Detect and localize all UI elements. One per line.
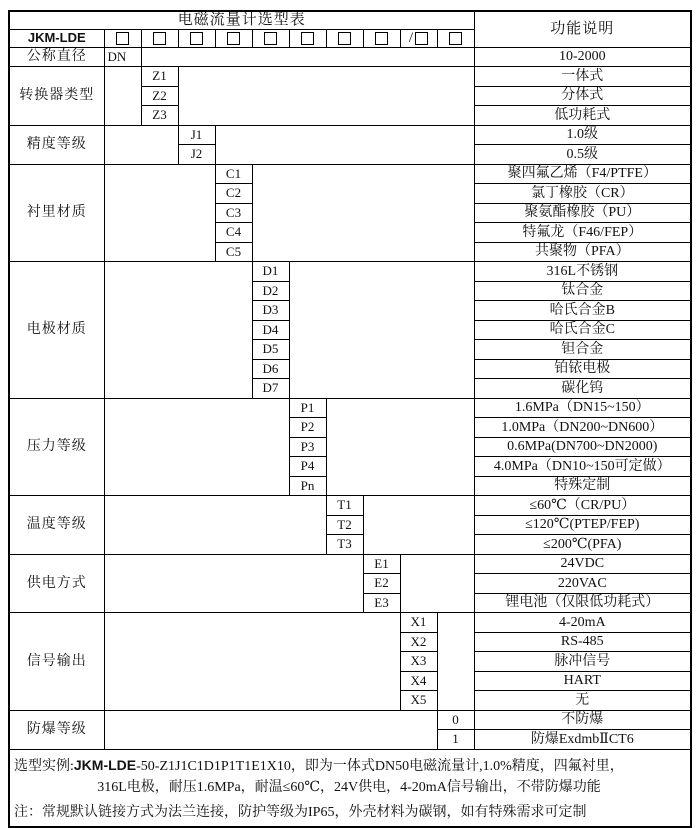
code-cell: C5 — [215, 242, 252, 262]
spacer-right — [363, 496, 474, 555]
code-cell: Z3 — [141, 106, 178, 126]
description-cell: 钽合金 — [474, 340, 691, 360]
checkbox-cell[interactable] — [104, 29, 141, 47]
spacer-right — [178, 67, 474, 126]
table-row — [9, 398, 691, 418]
checkbox-cell[interactable] — [363, 29, 400, 47]
description-cell: 0.6MPa(DN700~DN2000) — [474, 437, 691, 457]
spacer-right — [326, 398, 474, 496]
spacer-left — [104, 554, 363, 613]
spacer-right — [437, 613, 474, 711]
spacer-left — [104, 398, 289, 496]
code-cell: E1 — [363, 554, 400, 574]
description-cell: 钛合金 — [474, 281, 691, 301]
checkbox[interactable] — [153, 32, 166, 45]
slash-separator: / — [408, 29, 414, 46]
table-title: 电磁流量计选型表 — [9, 11, 474, 29]
notes-row — [9, 749, 691, 827]
section-label: 电极材质 — [9, 262, 104, 399]
description-cell: 低功耗式 — [474, 106, 691, 126]
code-cell: D6 — [252, 359, 289, 379]
code-cell: C2 — [215, 184, 252, 204]
description-cell: 防爆ExdmbⅡCT6 — [474, 730, 691, 750]
spacer-right — [252, 164, 474, 262]
notes-cell — [9, 749, 691, 827]
description-cell: ≤60℃（CR/PU） — [474, 496, 691, 516]
selection-example-line1 — [14, 755, 684, 777]
description-cell: 一体式 — [474, 67, 691, 87]
description-cell: 24VDC — [474, 554, 691, 574]
function-description-header: 功能说明 — [474, 11, 691, 47]
code-cell: X3 — [400, 652, 437, 672]
code-cell: P2 — [289, 418, 326, 438]
description-cell: 脉冲信号 — [474, 652, 691, 672]
table-row — [9, 554, 691, 574]
title-row — [9, 11, 691, 29]
description-cell: 分体式 — [474, 86, 691, 106]
spacer-left — [104, 125, 178, 164]
code-cell: 0 — [437, 710, 474, 730]
description-cell: 4.0MPa（DN10~150可定做） — [474, 457, 691, 477]
checkbox[interactable] — [301, 32, 314, 45]
description-cell: 4-20mA — [474, 613, 691, 633]
code-cell: T2 — [326, 515, 363, 535]
table-row — [9, 262, 691, 282]
checkbox-cell[interactable] — [178, 29, 215, 47]
spacer-right — [141, 47, 474, 67]
checkbox[interactable] — [227, 32, 240, 45]
description-cell: 锂电池（仅限低功耗式） — [474, 593, 691, 613]
code-cell: Pn — [289, 476, 326, 496]
section-label: 防爆等级 — [9, 710, 104, 749]
section-label: 信号输出 — [9, 613, 104, 711]
code-cell: D7 — [252, 379, 289, 399]
checkbox-cell[interactable] — [141, 29, 178, 47]
table-row — [9, 67, 691, 87]
checkbox[interactable] — [264, 32, 277, 45]
description-cell: 316L不锈钢 — [474, 262, 691, 282]
checkbox[interactable] — [190, 32, 203, 45]
description-cell: RS-485 — [474, 632, 691, 652]
description-cell: 共聚物（PFA） — [474, 242, 691, 262]
description-cell: 10-2000 — [474, 47, 691, 67]
table-row — [9, 496, 691, 516]
checkbox-cell[interactable] — [252, 29, 289, 47]
code-cell: Z1 — [141, 67, 178, 87]
code-cell: C1 — [215, 164, 252, 184]
checkbox-cell[interactable] — [437, 29, 474, 47]
description-cell: ≤200℃(PFA) — [474, 535, 691, 555]
description-cell: 特殊定制 — [474, 476, 691, 496]
table-row — [9, 710, 691, 730]
spacer-right — [215, 125, 474, 164]
selection-example-line2: 316L电极，耐压1.6MPa，耐温≤60℃，24V供电，4-20mA信号输出，不带防爆功能 — [97, 779, 601, 795]
spacer-left — [104, 164, 215, 262]
section-label: 公称直径 — [9, 47, 104, 67]
selection-table — [8, 10, 692, 828]
description-cell: ≤120℃(PTEP/FEP) — [474, 515, 691, 535]
description-cell: 哈氏合金C — [474, 320, 691, 340]
code-cell: E3 — [363, 593, 400, 613]
table-row — [9, 164, 691, 184]
section-label: 供电方式 — [9, 554, 104, 613]
spacer-left — [104, 710, 437, 749]
description-cell: 聚四氟乙烯（F4/PTFE） — [474, 164, 691, 184]
checkbox[interactable] — [116, 32, 129, 45]
code-cell: C4 — [215, 223, 252, 243]
code-cell: DN — [104, 47, 141, 67]
default-config-note: 注：常规默认链接方式为法兰连接，防护等级为IP65，外壳材料为碳钢，如有特殊需求可定制 — [14, 804, 587, 820]
code-cell: P3 — [289, 437, 326, 457]
checkbox-cell[interactable] — [326, 29, 363, 47]
description-cell: 聚氨酯橡胶（PU） — [474, 203, 691, 223]
description-cell: 0.5级 — [474, 145, 691, 165]
description-cell: 碳化钨 — [474, 379, 691, 399]
code-cell: T1 — [326, 496, 363, 516]
checkbox[interactable] — [449, 32, 462, 45]
code-cell: D5 — [252, 340, 289, 360]
spacer-left — [104, 262, 252, 399]
code-cell: D2 — [252, 281, 289, 301]
section-label: 压力等级 — [9, 398, 104, 496]
code-cell: X2 — [400, 632, 437, 652]
description-cell: 铂铱电极 — [474, 359, 691, 379]
section-label: 温度等级 — [9, 496, 104, 555]
spacer-left — [104, 496, 326, 555]
code-cell: P4 — [289, 457, 326, 477]
code-cell: 1 — [437, 730, 474, 750]
description-cell: 220VAC — [474, 574, 691, 594]
code-cell: X4 — [400, 671, 437, 691]
code-cell: X1 — [400, 613, 437, 633]
code-cell: D3 — [252, 301, 289, 321]
code-cell: C3 — [215, 203, 252, 223]
description-cell: 1.0级 — [474, 125, 691, 145]
checkbox-cell[interactable] — [215, 29, 252, 47]
code-cell: Z2 — [141, 86, 178, 106]
table-row — [9, 613, 691, 633]
checkbox-cell[interactable] — [400, 29, 437, 47]
code-cell: X5 — [400, 691, 437, 711]
example-rest: -50-Z1J1C1D1P1T1E1X10，即为一体式DN50电磁流量计,1.0%精度，四氟衬里， — [136, 758, 624, 774]
description-cell: 1.0MPa（DN200~DN600） — [474, 418, 691, 438]
section-label: 转换器类型 — [9, 67, 104, 126]
model-label: JKM-LDE — [9, 29, 104, 47]
description-cell: 1.6MPa（DN15~150） — [474, 398, 691, 418]
code-cell: D1 — [252, 262, 289, 282]
example-model-code: JKM-LDE — [73, 756, 137, 773]
table-row — [9, 47, 691, 67]
code-cell: P1 — [289, 398, 326, 418]
section-label: 衬里材质 — [9, 164, 104, 262]
spacer-left — [104, 67, 141, 126]
code-cell: D4 — [252, 320, 289, 340]
spacer-left — [104, 613, 400, 711]
checkbox[interactable] — [338, 32, 351, 45]
description-cell: HART — [474, 671, 691, 691]
description-cell: 特氟龙（F46/FEP） — [474, 223, 691, 243]
checkbox-cell[interactable] — [289, 29, 326, 47]
table-row — [9, 125, 691, 145]
code-cell: T3 — [326, 535, 363, 555]
section-label: 精度等级 — [9, 125, 104, 164]
description-cell: 无 — [474, 691, 691, 711]
checkbox[interactable] — [415, 32, 428, 45]
description-cell: 不防爆 — [474, 710, 691, 730]
spacer-right — [289, 262, 474, 399]
checkbox[interactable] — [375, 32, 388, 45]
code-cell: E2 — [363, 574, 400, 594]
spacer-right — [400, 554, 474, 613]
code-cell: J1 — [178, 125, 215, 145]
code-cell: J2 — [178, 145, 215, 165]
example-prefix: 选型实例: — [14, 758, 74, 774]
sections-body — [9, 47, 691, 749]
description-cell: 哈氏合金B — [474, 301, 691, 321]
description-cell: 氯丁橡胶（CR） — [474, 184, 691, 204]
